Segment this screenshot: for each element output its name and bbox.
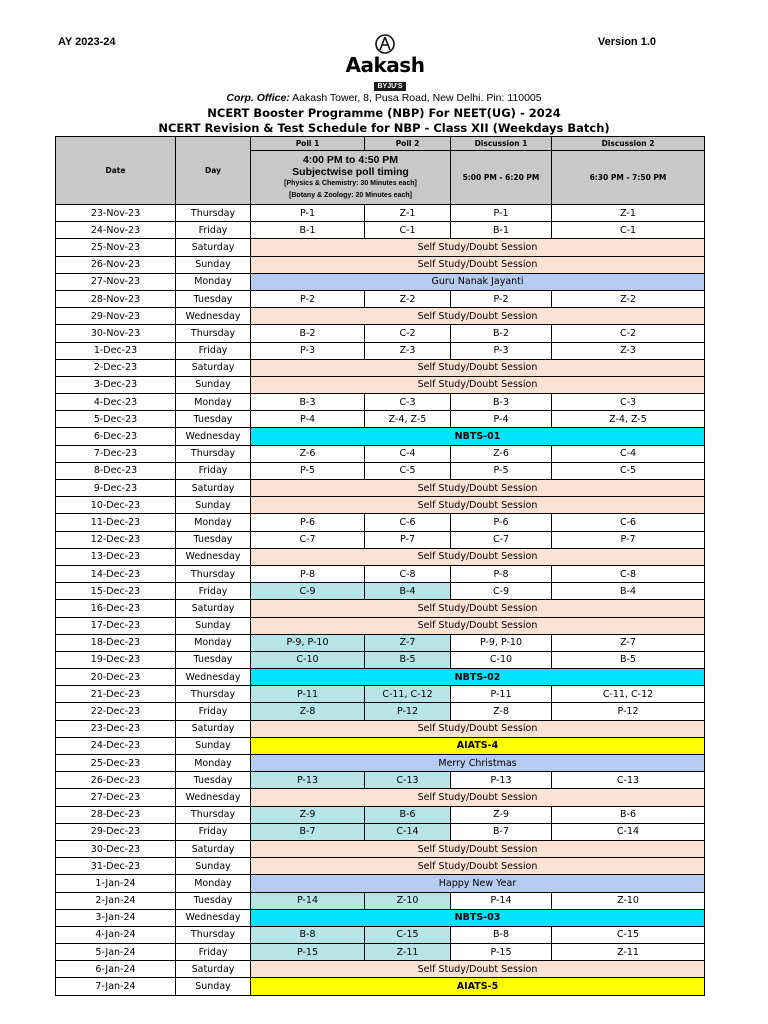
discussion1-cell: P-5 xyxy=(451,462,552,479)
date-cell: 30-Dec-23 xyxy=(56,840,176,857)
discussion2-cell: B-5 xyxy=(552,651,705,668)
holiday-cell: Happy New Year xyxy=(251,875,705,892)
poll1-cell: B-7 xyxy=(251,823,365,840)
corp-office-address: Aakash Tower, 8, Pusa Road, New Delhi. Pin: 110005 xyxy=(292,92,542,104)
date-cell: 11-Dec-23 xyxy=(56,514,176,531)
discussion1-cell: P-8 xyxy=(451,565,552,582)
table-row xyxy=(56,651,705,668)
day-cell: Friday xyxy=(176,703,251,720)
date-cell: 10-Dec-23 xyxy=(56,497,176,514)
date-cell: 29-Dec-23 xyxy=(56,823,176,840)
schedule-title: NCERT Revision & Test Schedule for NBP - Class XII (Weekdays Batch) xyxy=(158,121,610,135)
poll1-cell: P-9, P-10 xyxy=(251,634,365,651)
poll2-cell: C-3 xyxy=(365,394,451,411)
day-cell: Sunday xyxy=(176,737,251,754)
discussion1-cell: B-3 xyxy=(451,394,552,411)
discussion1-cell: P-15 xyxy=(451,944,552,961)
day-cell: Sunday xyxy=(176,497,251,514)
discussion2-cell: C-11, C-12 xyxy=(552,686,705,703)
poll2-cell: B-5 xyxy=(365,651,451,668)
self-study-cell: Self Study/Doubt Session xyxy=(251,789,705,806)
date-cell: 3-Dec-23 xyxy=(56,376,176,393)
poll2-cell: C-15 xyxy=(365,926,451,943)
table-row xyxy=(56,308,705,325)
table-row xyxy=(56,239,705,256)
poll1-cell: P-5 xyxy=(251,462,365,479)
date-cell: 24-Dec-23 xyxy=(56,737,176,754)
day-cell: Wednesday xyxy=(176,909,251,926)
self-study-cell: Self Study/Doubt Session xyxy=(251,720,705,737)
table-row xyxy=(56,376,705,393)
date-cell: 1-Jan-24 xyxy=(56,875,176,892)
date-cell: 31-Dec-23 xyxy=(56,858,176,875)
discussion2-cell: C-6 xyxy=(552,514,705,531)
date-cell: 15-Dec-23 xyxy=(56,583,176,600)
self-study-cell: Self Study/Doubt Session xyxy=(251,359,705,376)
poll1-cell: C-9 xyxy=(251,583,365,600)
table-row xyxy=(56,909,705,926)
self-study-cell: Self Study/Doubt Session xyxy=(251,840,705,857)
poll1-cell: P-13 xyxy=(251,772,365,789)
discussion1-cell: C-10 xyxy=(451,651,552,668)
poll2-cell: Z-3 xyxy=(365,342,451,359)
day-cell: Friday xyxy=(176,462,251,479)
day-cell: Sunday xyxy=(176,858,251,875)
discussion2-cell: C-2 xyxy=(552,325,705,342)
date-cell: 29-Nov-23 xyxy=(56,308,176,325)
discussion2-time: 6:30 PM - 7:50 PM xyxy=(552,151,705,205)
poll1-cell: B-3 xyxy=(251,394,365,411)
poll1-cell: Z-8 xyxy=(251,703,365,720)
poll2-cell: Z-4, Z-5 xyxy=(365,411,451,428)
logo-emblem-icon xyxy=(374,34,396,54)
table-row xyxy=(56,875,705,892)
day-cell: Saturday xyxy=(176,359,251,376)
day-cell: Sunday xyxy=(176,256,251,273)
table-row xyxy=(56,858,705,875)
day-cell: Thursday xyxy=(176,205,251,222)
discussion1-cell: P-6 xyxy=(451,514,552,531)
discussion1-cell: Z-9 xyxy=(451,806,552,823)
table-row xyxy=(56,600,705,617)
date-cell: 27-Nov-23 xyxy=(56,273,176,290)
date-cell: 30-Nov-23 xyxy=(56,325,176,342)
table-row xyxy=(56,944,705,961)
poll1-cell: P-2 xyxy=(251,290,365,307)
table-row xyxy=(56,445,705,462)
poll1-cell: P-11 xyxy=(251,686,365,703)
table-row xyxy=(56,720,705,737)
date-cell: 12-Dec-23 xyxy=(56,531,176,548)
table-row xyxy=(56,497,705,514)
header-discussion2: Discussion 2 xyxy=(552,137,705,151)
discussion2-cell: Z-2 xyxy=(552,290,705,307)
date-cell: 7-Jan-24 xyxy=(56,978,176,995)
date-cell: 1-Dec-23 xyxy=(56,342,176,359)
poll1-cell: P-1 xyxy=(251,205,365,222)
table-row xyxy=(56,480,705,497)
day-cell: Saturday xyxy=(176,961,251,978)
aakash-logo xyxy=(344,34,426,90)
schedule-table xyxy=(55,136,705,996)
day-cell: Tuesday xyxy=(176,411,251,428)
discussion1-cell: P-4 xyxy=(451,411,552,428)
poll2-cell: C-6 xyxy=(365,514,451,531)
date-cell: 26-Dec-23 xyxy=(56,772,176,789)
table-row xyxy=(56,583,705,600)
table-row xyxy=(56,789,705,806)
corp-office-label: Corp. Office: xyxy=(226,92,290,104)
logo-text: Aakash xyxy=(345,53,425,77)
self-study-cell: Self Study/Doubt Session xyxy=(251,600,705,617)
poll-note-bz: [Botany & Zoology: 20 Minutes each] xyxy=(289,191,412,199)
table-row xyxy=(56,686,705,703)
nbts-test-cell: NBTS-02 xyxy=(251,669,705,686)
date-cell: 25-Nov-23 xyxy=(56,239,176,256)
poll1-cell: C-7 xyxy=(251,531,365,548)
day-cell: Saturday xyxy=(176,480,251,497)
day-cell: Thursday xyxy=(176,926,251,943)
day-cell: Monday xyxy=(176,875,251,892)
poll2-cell: Z-10 xyxy=(365,892,451,909)
discussion1-cell: Z-6 xyxy=(451,445,552,462)
table-row xyxy=(56,359,705,376)
discussion2-cell: C-14 xyxy=(552,823,705,840)
self-study-cell: Self Study/Doubt Session xyxy=(251,256,705,273)
table-row xyxy=(56,428,705,445)
self-study-cell: Self Study/Doubt Session xyxy=(251,548,705,565)
day-cell: Wednesday xyxy=(176,548,251,565)
discussion2-cell: B-6 xyxy=(552,806,705,823)
academic-year: AY 2023-24 xyxy=(58,36,116,48)
schedule-body xyxy=(56,205,705,996)
table-row xyxy=(56,273,705,290)
discussion1-cell: C-7 xyxy=(451,531,552,548)
day-cell: Friday xyxy=(176,583,251,600)
date-cell: 27-Dec-23 xyxy=(56,789,176,806)
discussion2-cell: Z-10 xyxy=(552,892,705,909)
poll-timing-title: Subjectwise poll timing xyxy=(292,165,409,178)
discussion2-cell: Z-3 xyxy=(552,342,705,359)
day-cell: Thursday xyxy=(176,806,251,823)
discussion2-cell: Z-4, Z-5 xyxy=(552,411,705,428)
poll2-cell: Z-11 xyxy=(365,944,451,961)
date-cell: 9-Dec-23 xyxy=(56,480,176,497)
discussion1-cell: P-1 xyxy=(451,205,552,222)
poll2-cell: Z-2 xyxy=(365,290,451,307)
table-row xyxy=(56,669,705,686)
date-cell: 22-Dec-23 xyxy=(56,703,176,720)
poll2-cell: C-11, C-12 xyxy=(365,686,451,703)
discussion1-cell: B-8 xyxy=(451,926,552,943)
poll2-cell: B-4 xyxy=(365,583,451,600)
day-cell: Monday xyxy=(176,514,251,531)
poll2-cell: B-6 xyxy=(365,806,451,823)
date-cell: 26-Nov-23 xyxy=(56,256,176,273)
aiats-test-cell: AIATS-4 xyxy=(251,737,705,754)
poll1-cell: P-8 xyxy=(251,565,365,582)
day-cell: Thursday xyxy=(176,686,251,703)
poll2-cell: C-13 xyxy=(365,772,451,789)
programme-title: NCERT Booster Programme (NBP) For NEET(UG) - 2024 xyxy=(207,106,561,120)
table-row xyxy=(56,205,705,222)
logo-subtext: BYJU'S xyxy=(374,82,405,91)
discussion2-cell: Z-11 xyxy=(552,944,705,961)
poll-timing-cell xyxy=(251,151,451,205)
date-cell: 14-Dec-23 xyxy=(56,565,176,582)
table-row xyxy=(56,548,705,565)
table-row xyxy=(56,256,705,273)
discussion1-time: 5:00 PM - 6:20 PM xyxy=(451,151,552,205)
day-cell: Saturday xyxy=(176,239,251,256)
table-row xyxy=(56,290,705,307)
header-poll2: Poll 2 xyxy=(365,137,451,151)
corp-office-line xyxy=(0,92,768,104)
date-cell: 2-Jan-24 xyxy=(56,892,176,909)
date-cell: 4-Jan-24 xyxy=(56,926,176,943)
nbts-test-cell: NBTS-03 xyxy=(251,909,705,926)
date-cell: 2-Dec-23 xyxy=(56,359,176,376)
day-cell: Tuesday xyxy=(176,772,251,789)
day-cell: Friday xyxy=(176,823,251,840)
discussion1-cell: P-14 xyxy=(451,892,552,909)
discussion2-cell: C-1 xyxy=(552,222,705,239)
header-day: Day xyxy=(176,137,251,205)
date-cell: 16-Dec-23 xyxy=(56,600,176,617)
date-cell: 6-Dec-23 xyxy=(56,428,176,445)
day-cell: Wednesday xyxy=(176,428,251,445)
poll2-cell: Z-7 xyxy=(365,634,451,651)
self-study-cell: Self Study/Doubt Session xyxy=(251,497,705,514)
table-row xyxy=(56,806,705,823)
discussion2-cell: C-15 xyxy=(552,926,705,943)
poll2-cell: C-8 xyxy=(365,565,451,582)
holiday-cell: Merry Christmas xyxy=(251,755,705,772)
discussion1-cell: P-3 xyxy=(451,342,552,359)
day-cell: Friday xyxy=(176,222,251,239)
table-row xyxy=(56,737,705,754)
day-cell: Saturday xyxy=(176,840,251,857)
table-row xyxy=(56,961,705,978)
date-cell: 5-Jan-24 xyxy=(56,944,176,961)
poll1-cell: Z-6 xyxy=(251,445,365,462)
date-cell: 24-Nov-23 xyxy=(56,222,176,239)
discussion2-cell: C-13 xyxy=(552,772,705,789)
date-cell: 8-Dec-23 xyxy=(56,462,176,479)
table-row xyxy=(56,514,705,531)
nbts-test-cell: NBTS-01 xyxy=(251,428,705,445)
poll-time: 4:00 PM to 4:50 PM xyxy=(302,153,399,166)
date-cell: 6-Jan-24 xyxy=(56,961,176,978)
poll2-cell: C-1 xyxy=(365,222,451,239)
date-cell: 18-Dec-23 xyxy=(56,634,176,651)
discussion2-cell: P-12 xyxy=(552,703,705,720)
poll2-cell: Z-1 xyxy=(365,205,451,222)
poll1-cell: P-6 xyxy=(251,514,365,531)
holiday-cell: Guru Nanak Jayanti xyxy=(251,273,705,290)
header-date: Date xyxy=(56,137,176,205)
table-row xyxy=(56,772,705,789)
day-cell: Friday xyxy=(176,342,251,359)
self-study-cell: Self Study/Doubt Session xyxy=(251,376,705,393)
self-study-cell: Self Study/Doubt Session xyxy=(251,308,705,325)
discussion1-cell: P-11 xyxy=(451,686,552,703)
table-row xyxy=(56,531,705,548)
table-row xyxy=(56,840,705,857)
date-cell: 20-Dec-23 xyxy=(56,669,176,686)
day-cell: Monday xyxy=(176,634,251,651)
day-cell: Saturday xyxy=(176,720,251,737)
discussion1-cell: B-2 xyxy=(451,325,552,342)
table-row xyxy=(56,222,705,239)
poll1-cell: Z-9 xyxy=(251,806,365,823)
table-row xyxy=(56,565,705,582)
day-cell: Saturday xyxy=(176,600,251,617)
poll1-cell: P-15 xyxy=(251,944,365,961)
date-cell: 13-Dec-23 xyxy=(56,548,176,565)
date-cell: 23-Dec-23 xyxy=(56,720,176,737)
day-cell: Sunday xyxy=(176,978,251,995)
date-cell: 28-Nov-23 xyxy=(56,290,176,307)
header-poll1: Poll 1 xyxy=(251,137,365,151)
discussion2-cell: C-4 xyxy=(552,445,705,462)
table-row xyxy=(56,462,705,479)
date-cell: 28-Dec-23 xyxy=(56,806,176,823)
day-cell: Thursday xyxy=(176,565,251,582)
date-cell: 23-Nov-23 xyxy=(56,205,176,222)
day-cell: Tuesday xyxy=(176,531,251,548)
table-row xyxy=(56,926,705,943)
day-cell: Friday xyxy=(176,944,251,961)
discussion1-cell: P-9, P-10 xyxy=(451,634,552,651)
poll1-cell: C-10 xyxy=(251,651,365,668)
day-cell: Wednesday xyxy=(176,669,251,686)
day-cell: Sunday xyxy=(176,617,251,634)
table-row xyxy=(56,325,705,342)
poll-note-pc: [Physics & Chemistry: 30 Minutes each] xyxy=(284,179,417,187)
table-row xyxy=(56,823,705,840)
date-cell: 19-Dec-23 xyxy=(56,651,176,668)
date-cell: 7-Dec-23 xyxy=(56,445,176,462)
discussion1-cell: B-7 xyxy=(451,823,552,840)
version-label: Version 1.0 xyxy=(597,36,656,48)
day-cell: Wednesday xyxy=(176,789,251,806)
day-cell: Thursday xyxy=(176,445,251,462)
aiats-test-cell: AIATS-5 xyxy=(251,978,705,995)
discussion2-cell: C-8 xyxy=(552,565,705,582)
self-study-cell: Self Study/Doubt Session xyxy=(251,617,705,634)
day-cell: Sunday xyxy=(176,376,251,393)
poll1-cell: B-8 xyxy=(251,926,365,943)
self-study-cell: Self Study/Doubt Session xyxy=(251,858,705,875)
poll1-cell: B-2 xyxy=(251,325,365,342)
date-cell: 3-Jan-24 xyxy=(56,909,176,926)
date-cell: 17-Dec-23 xyxy=(56,617,176,634)
poll2-cell: P-12 xyxy=(365,703,451,720)
day-cell: Monday xyxy=(176,273,251,290)
poll2-cell: C-4 xyxy=(365,445,451,462)
poll2-cell: C-14 xyxy=(365,823,451,840)
table-row xyxy=(56,411,705,428)
poll2-cell: P-7 xyxy=(365,531,451,548)
table-row xyxy=(56,617,705,634)
discussion1-cell: B-1 xyxy=(451,222,552,239)
date-cell: 5-Dec-23 xyxy=(56,411,176,428)
self-study-cell: Self Study/Doubt Session xyxy=(251,961,705,978)
table-row xyxy=(56,978,705,995)
poll1-cell: B-1 xyxy=(251,222,365,239)
date-cell: 4-Dec-23 xyxy=(56,394,176,411)
day-cell: Monday xyxy=(176,394,251,411)
date-cell: 25-Dec-23 xyxy=(56,755,176,772)
day-cell: Tuesday xyxy=(176,651,251,668)
day-cell: Tuesday xyxy=(176,290,251,307)
table-row xyxy=(56,755,705,772)
discussion2-cell: Z-1 xyxy=(552,205,705,222)
date-cell: 21-Dec-23 xyxy=(56,686,176,703)
discussion1-cell: P-13 xyxy=(451,772,552,789)
day-cell: Monday xyxy=(176,755,251,772)
discussion1-cell: C-9 xyxy=(451,583,552,600)
discussion2-cell: C-5 xyxy=(552,462,705,479)
poll1-cell: P-14 xyxy=(251,892,365,909)
self-study-cell: Self Study/Doubt Session xyxy=(251,480,705,497)
discussion2-cell: P-7 xyxy=(552,531,705,548)
table-row xyxy=(56,394,705,411)
table-row xyxy=(56,634,705,651)
discussion1-cell: P-2 xyxy=(451,290,552,307)
poll2-cell: C-5 xyxy=(365,462,451,479)
self-study-cell: Self Study/Doubt Session xyxy=(251,239,705,256)
header-discussion1: Discussion 1 xyxy=(451,137,552,151)
table-row xyxy=(56,342,705,359)
discussion2-cell: B-4 xyxy=(552,583,705,600)
discussion1-cell: Z-8 xyxy=(451,703,552,720)
discussion2-cell: Z-7 xyxy=(552,634,705,651)
day-cell: Wednesday xyxy=(176,308,251,325)
poll2-cell: C-2 xyxy=(365,325,451,342)
poll1-cell: P-3 xyxy=(251,342,365,359)
day-cell: Thursday xyxy=(176,325,251,342)
discussion2-cell: C-3 xyxy=(552,394,705,411)
table-row xyxy=(56,703,705,720)
table-row xyxy=(56,892,705,909)
day-cell: Tuesday xyxy=(176,892,251,909)
poll1-cell: P-4 xyxy=(251,411,365,428)
